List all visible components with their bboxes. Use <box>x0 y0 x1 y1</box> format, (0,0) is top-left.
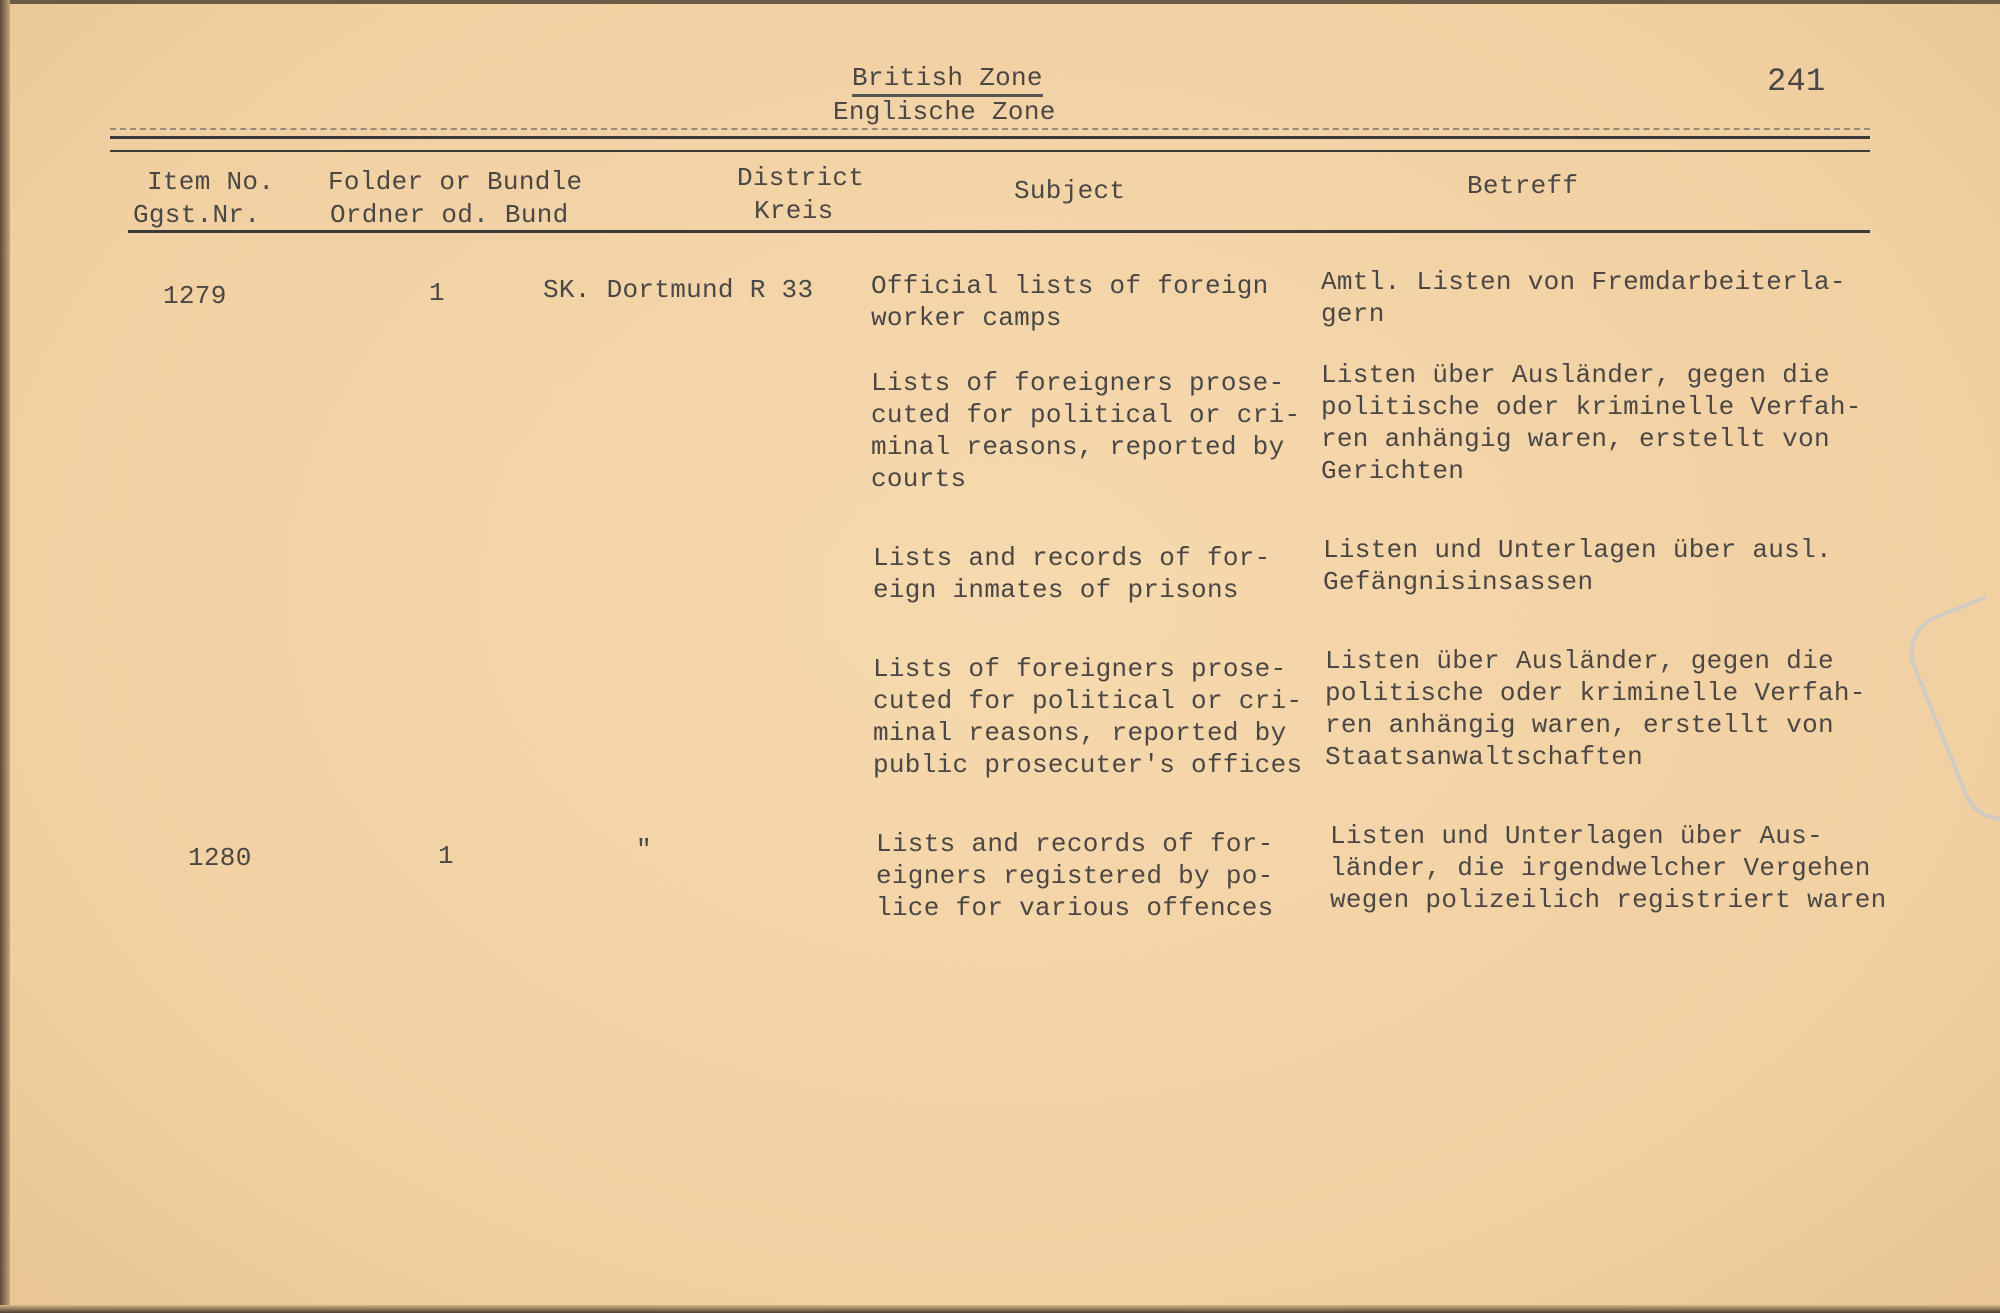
divider-top-2 <box>110 150 1870 152</box>
subject-entry: Lists and records of for- eign inmates of prisons <box>873 543 1271 605</box>
col-district-en: District <box>737 163 865 193</box>
col-district-de: Kreis <box>754 196 834 226</box>
col-folder-en: Folder or Bundle <box>328 167 583 197</box>
page-edge-top <box>0 0 2000 4</box>
col-item-de: Ggst.Nr. <box>133 200 261 230</box>
page-edge-bottom <box>0 1305 2000 1313</box>
district: SK. Dortmund R 33 <box>543 275 814 305</box>
folder-number: 1 <box>429 278 445 308</box>
col-betreff: Betreff <box>1467 171 1579 201</box>
divider-top <box>110 136 1870 139</box>
paper-clip <box>1898 595 2000 832</box>
betreff-entry: Listen und Unterlagen über Aus- länder, die irgendwelcher Vergehen wegen polizeilich registriert waren <box>1330 821 1887 915</box>
page-number: 241 <box>1767 63 1826 100</box>
subject-entry: Lists and records of for- eigners registered by po- lice for various offences <box>876 829 1274 923</box>
subject-entry: Official lists of foreign worker camps <box>871 271 1269 333</box>
betreff-entry: Listen über Ausländer, gegen die politische oder kriminelle Verfah- ren anhängig waren, erstellt von Gerichten <box>1321 360 1862 486</box>
title-en: British Zone <box>852 62 1043 97</box>
item-number: 1280 <box>188 843 252 873</box>
col-subject: Subject <box>1014 176 1126 206</box>
district-ditto: " <box>636 835 652 865</box>
page-edge-left <box>0 0 10 1313</box>
divider-dashed <box>110 128 1870 130</box>
col-folder-de: Ordner od. Bund <box>330 200 569 230</box>
folder-number: 1 <box>438 841 454 871</box>
col-item-en: Item No. <box>147 167 275 197</box>
divider-header <box>128 230 1870 233</box>
betreff-entry: Listen über Ausländer, gegen die politische oder kriminelle Verfah- ren anhängig waren, erstellt von Staatsanwaltschaften <box>1325 646 1866 772</box>
betreff-entry: Listen und Unterlagen über ausl. Gefängnisinsassen <box>1323 535 1832 597</box>
subject-entry: Lists of foreigners prose- cuted for political or cri- minal reasons, reported by courts <box>871 368 1301 494</box>
item-number: 1279 <box>163 281 227 311</box>
subject-entry: Lists of foreigners prose- cuted for political or cri- minal reasons, reported by public prosecuter's offices <box>873 654 1303 780</box>
betreff-entry: Amtl. Listen von Fremdarbeiterla- gern <box>1321 267 1846 329</box>
title-de: Englische Zone <box>833 97 1056 127</box>
